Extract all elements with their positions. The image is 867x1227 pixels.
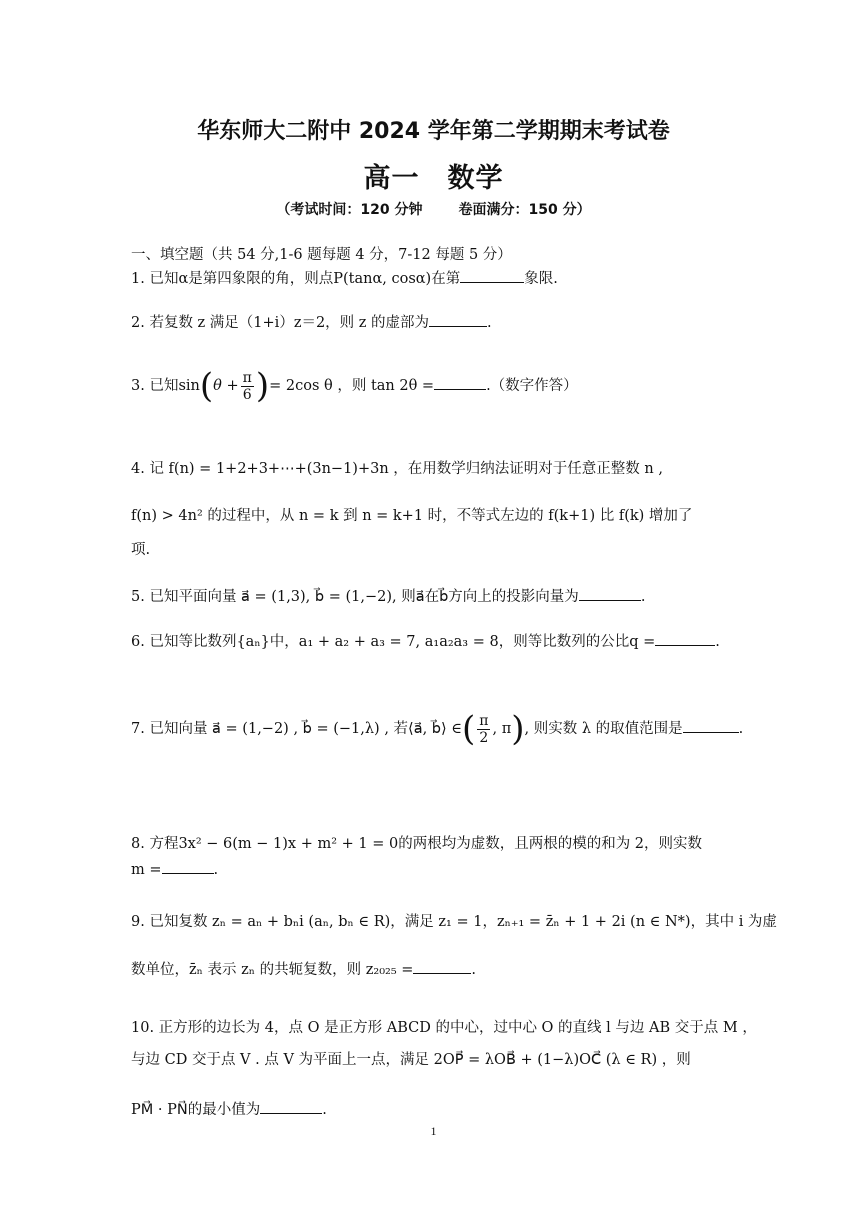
q3-tail: .（数字作答） (486, 378, 578, 394)
q2-tail: . (487, 315, 492, 331)
exam-full-score: 卷面满分：150 分） (458, 202, 591, 218)
q7-interval-end: , π (492, 721, 512, 737)
q3-text: 3. 已知sin (131, 378, 200, 394)
q5-tail: . (640, 589, 646, 605)
q7-fraction-numerator: π (479, 712, 489, 729)
q7-answer-blank (683, 718, 739, 733)
q6-tail: . (715, 634, 720, 650)
q7-question: , 则实数 λ 的取值范围是 (524, 721, 683, 737)
q8-answer-blank (162, 859, 214, 874)
q10-tail: . (322, 1102, 327, 1118)
q7-tail: . (738, 721, 744, 737)
question-4-line-2: f(n) > 4n² 的过程中，从 n = k 到 n = k+1 时，不等式左边的 f(k+1) 比 f(k) 增加了 (131, 508, 693, 524)
q5-text: 5. 已知平面向量 a⃗ = (1,3), b⃗ = (1,−2), 则a⃗在b⃗方向上的投影向量为 (131, 589, 579, 605)
page-number: 1 (430, 1124, 437, 1138)
q3-right-paren: ) (255, 366, 270, 406)
q8-m-label: m = (131, 862, 162, 878)
question-10-line-1: 10. 正方形的边长为 4，点 O 是正方形 ABCD 的中心，过中心 O 的直线 l 与边 AB 交于点 M ， (131, 1020, 757, 1036)
q9-text: 数单位，z̄ₙ 表示 zₙ 的共轭复数，则 z₂₀₂₅ = (131, 962, 414, 978)
question-9-line-2 (131, 959, 742, 981)
q3-equation: = 2cos θ ，则 tan 2θ = (269, 378, 435, 394)
question-3 (131, 366, 742, 406)
q1-text: 1. 已知α是第四象限的角，则点P(tanα, cosα)在第 (131, 271, 461, 287)
q7-right-paren: ) (511, 709, 525, 749)
question-4-line-1: 4. 记 f(n) = 1+2+3+⋯+(3n−1)+3n ，在用数学归纳法证明对于任意正整数 n , (131, 461, 663, 477)
section-heading: 一、填空题（共 54 分,1-6 题每题 4 分，7-12 每题 5 分） (131, 247, 512, 263)
q5-answer-blank (579, 586, 641, 601)
q10-answer-blank (260, 1099, 322, 1114)
q2-answer-blank (429, 312, 487, 327)
exam-info (0, 199, 867, 219)
q6-answer-blank (655, 631, 715, 646)
q10-text: PM⃗ · PN⃗的最小值为 (131, 1102, 261, 1118)
q3-answer-blank (434, 375, 486, 390)
q1-answer-blank (460, 268, 524, 283)
q8-tail: . (213, 862, 219, 878)
question-4-line-3: 项. (131, 542, 151, 558)
q1-tail: 象限. (524, 271, 558, 287)
question-10-line-2: 与边 CD 交于点 V . 点 V 为平面上一点，满足 2OP⃗ = λOB⃗ + (1−λ)OC⃗ (λ ∈ R) ，则 (131, 1052, 691, 1068)
exam-time: （考试时间：120 分钟 (276, 202, 423, 218)
q3-theta: θ + (213, 378, 239, 394)
q7-fraction-denominator: 2 (479, 729, 489, 746)
q6-text: 6. 已知等比数列{aₙ}中，a₁ + a₂ + a₃ = 7, a₁a₂a₃ = 8，则等比数列的公比q = (131, 634, 656, 650)
q7-fraction (477, 713, 490, 746)
exam-subject: 高一 数学 (363, 163, 504, 194)
q7-text: 7. 已知向量 a⃗ = (1,−2) , b⃗ = (−1,λ) , 若⟨a⃗, b⃗⟩ ∈ (131, 721, 463, 737)
q3-fraction (241, 370, 254, 403)
q3-left-paren: ( (199, 366, 214, 406)
question-6 (131, 631, 742, 653)
question-1 (131, 268, 742, 290)
q2-text: 2. 若复数 z 满足（1+i）z＝2，则 z 的虚部为 (131, 315, 430, 331)
q9-tail: . (471, 962, 477, 978)
q9-answer-blank (413, 959, 471, 974)
q3-fraction-denominator: 6 (242, 386, 252, 403)
question-5 (131, 586, 742, 608)
q3-fraction-numerator: π (242, 369, 252, 386)
question-7 (131, 709, 742, 749)
question-8-line-1: 8. 方程3x² − 6(m − 1)x + m² + 1 = 0的两根均为虚数，且两根的模的和为 2，则实数 (131, 836, 703, 852)
question-10-line-3 (131, 1099, 742, 1121)
question-2 (131, 312, 742, 334)
exam-title: 华东师大二附中 2024 学年第二学期期末考试卷 (197, 119, 670, 144)
question-9-line-1: 9. 已知复数 zₙ = aₙ + bₙi (aₙ, bₙ ∈ R)，满足 z₁ = 1，zₙ₊₁ = z̄ₙ + 1 + 2i (n ∈ N*)，其中 i 为虚 (131, 914, 777, 930)
question-8-line-2 (131, 859, 742, 881)
q7-left-paren: ( (462, 709, 476, 749)
